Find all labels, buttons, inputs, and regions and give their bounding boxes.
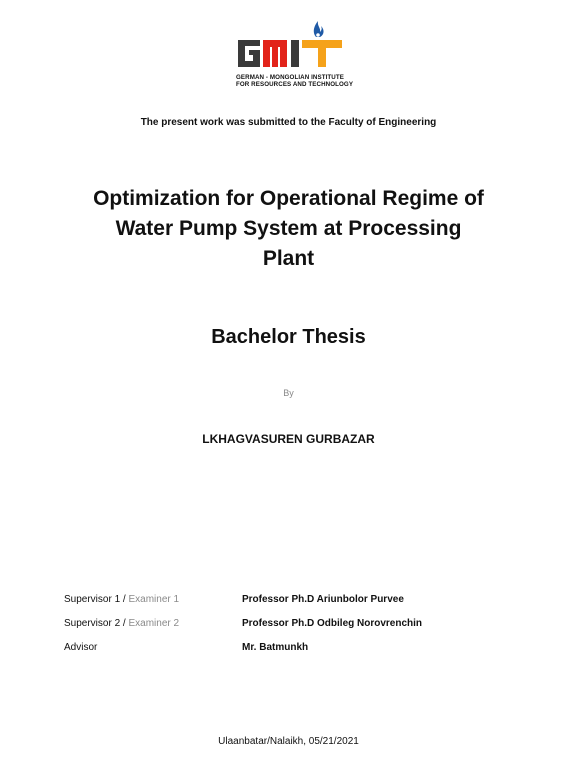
role-row-supervisor-2	[64, 618, 524, 642]
author-name: LKHAGVASUREN GURBAZAR	[202, 432, 375, 446]
role-separator: /	[120, 594, 129, 605]
role-label	[64, 642, 97, 653]
title-line: Water Pump System at Processing	[115, 217, 462, 240]
thesis-type: Bachelor Thesis	[211, 326, 366, 348]
logo-institute-line2: FOR RESOURCES AND TECHNOLOGY	[236, 81, 354, 88]
gmit-logo	[236, 18, 354, 90]
role-person-name: Professor Ph.D Ariunbolor Purvee	[242, 594, 404, 605]
place-and-date: Ulaanbatar/Nalaikh, 05/21/2021	[218, 736, 359, 747]
role-person-name: Mr. Batmunkh	[242, 642, 309, 653]
role-label	[64, 618, 179, 629]
supervisors-list	[64, 594, 524, 666]
role-person-name: Professor Ph.D Odbileg Norovrenchin	[242, 618, 423, 629]
role-label	[64, 594, 179, 605]
role-title: Advisor	[64, 642, 98, 653]
gmit-logo-mark	[236, 18, 346, 72]
role-row-advisor	[64, 642, 524, 666]
logo-institute-line1: GERMAN - MONGOLIAN INSTITUTE	[236, 74, 344, 81]
role-title: Supervisor 1	[64, 594, 121, 605]
thesis-title	[60, 184, 517, 274]
role-title: Supervisor 2	[64, 618, 121, 629]
examiner-label: Examiner 2	[128, 618, 180, 629]
by-label: By	[283, 388, 294, 398]
title-line: Plant	[262, 247, 315, 270]
role-separator: /	[120, 618, 129, 629]
title-line: Optimization for Operational Regime of	[93, 187, 484, 210]
role-row-supervisor-1	[64, 594, 524, 618]
examiner-label: Examiner 1	[128, 594, 180, 605]
submission-statement: The present work was submitted to the Faculty of Engineering	[140, 117, 437, 128]
